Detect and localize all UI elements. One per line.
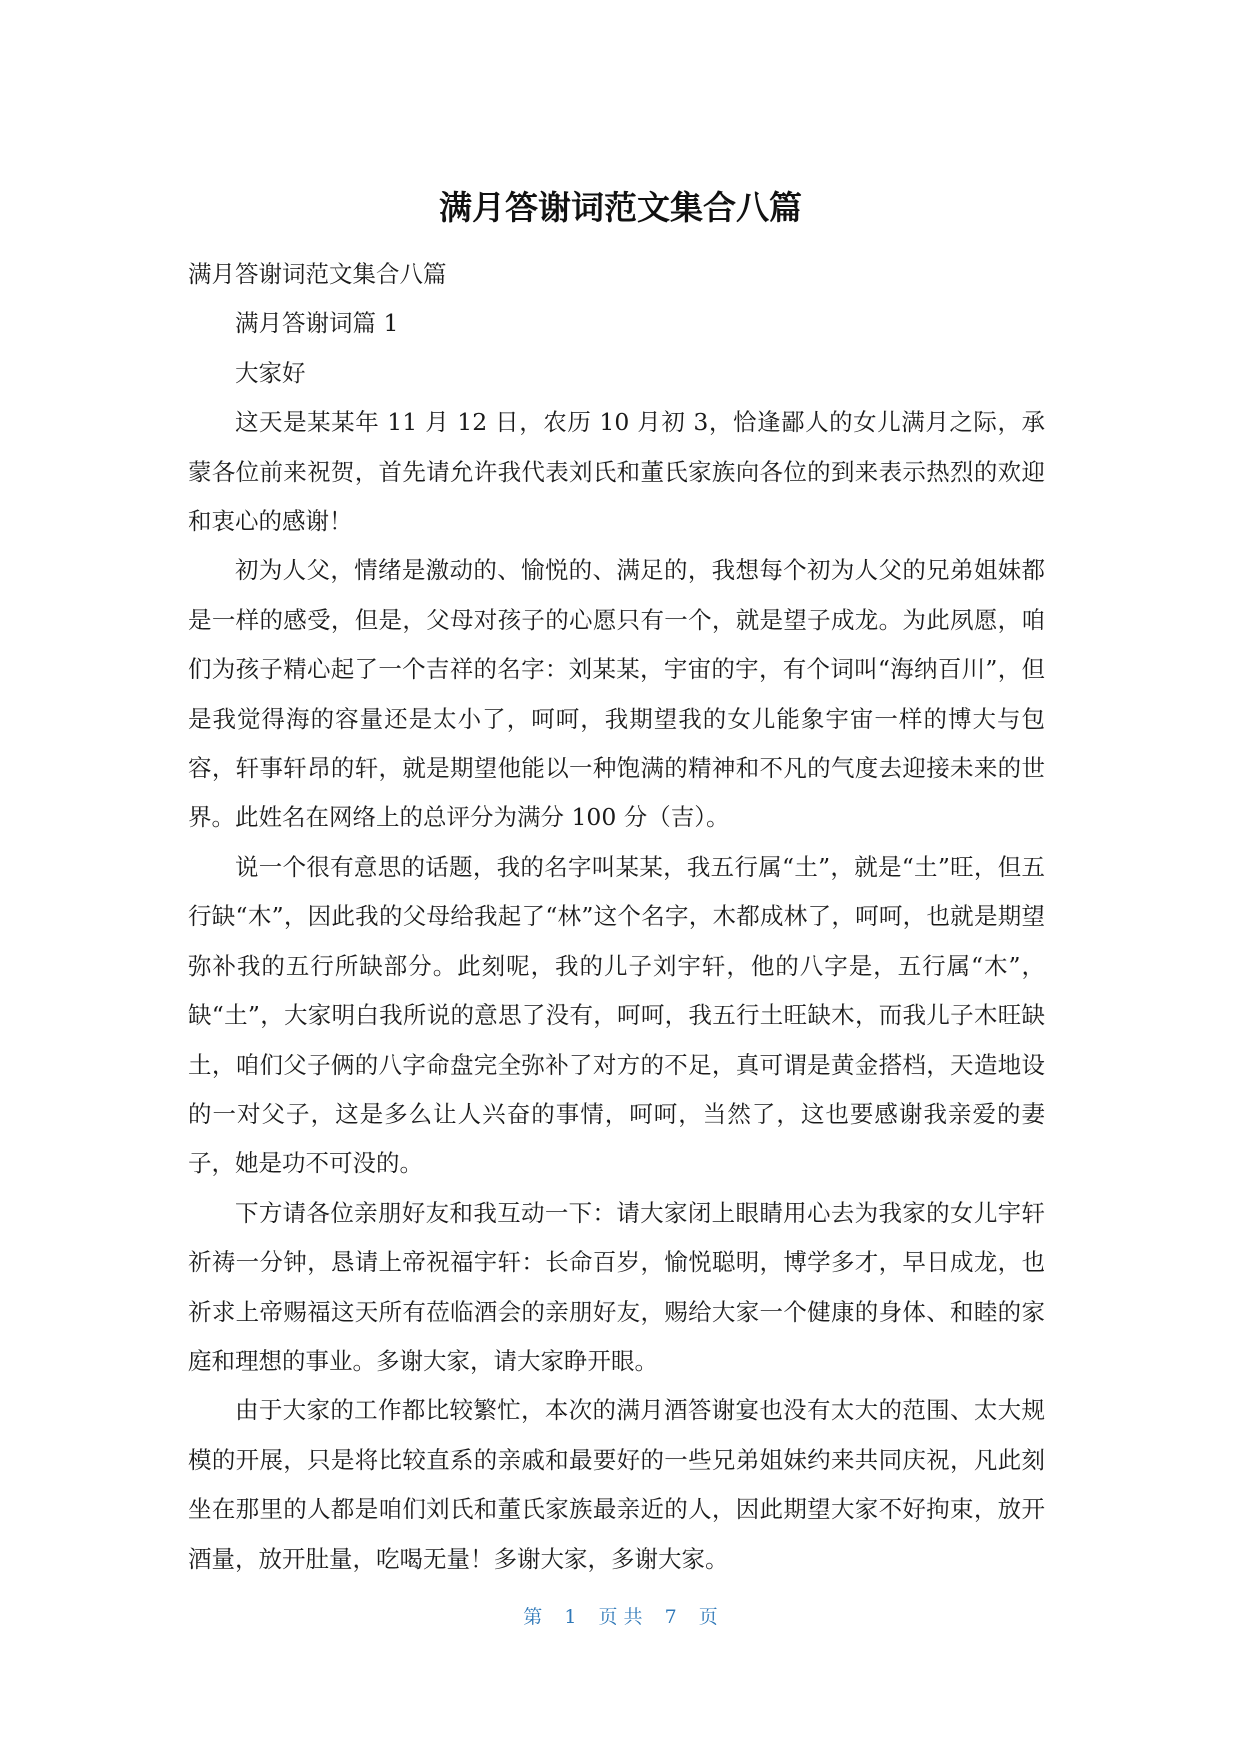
- paragraph-body: 说一个很有意思的话题，我的名字叫某某，我五行属“土”，就是“土”旺，但五行缺“木”，因此我的父母给我起了“林”这个名字，木都成林了，呵呵，也就是期望弥补我的五行所缺部分。此刻呢，我的儿子刘宇轩，他的八字是，五行属“木”，缺“土”，大家明白我所说的意思了没有，呵呵，我五行土旺缺木，而我儿子木旺缺土，咱们父子俩的八字命盘完全弥补了对方的不足，真可谓是黄金搭档，天造地设的一对父子，这是多么让人兴奋的事情，呵呵，当然了，这也要感谢我亲爱的妻子，她是功不可没的。: [188, 852, 1045, 1178]
- footer-suffix: 页: [698, 1606, 718, 1628]
- paragraph-body: 下方请各位亲朋好友和我互动一下：请大家闭上眼睛用心去为我家的女儿宇轩祈祷一分钟，恳请上帝祝福宇轩：长命百岁，愉悦聪明，博学多才，早日成龙，也祈求上帝赐福这天所有莅临酒会的亲朋好友，赐给大家一个健康的身体、和睦的家庭和理想的事业。多谢大家，请大家睁开眼。: [188, 1198, 1045, 1375]
- paragraph-greeting: 大家好: [235, 358, 306, 387]
- paragraph-section-heading: 满月答谢词篇 1: [235, 309, 399, 338]
- footer-prefix: 第: [523, 1606, 543, 1628]
- paragraph-body: 这天是某某年 11 月 12 日，农历 10 月初 3，恰逢鄙人的女儿满月之际，承蒙各位前来祝贺，首先请允许我代表刘氏和董氏家族向各位的到来表示热烈的欢迎和衷心的感谢！: [188, 408, 1045, 536]
- footer-total-pages: 7: [664, 1606, 677, 1628]
- page-footer: [0, 1603, 1241, 1631]
- document-body: [188, 250, 1045, 1584]
- paragraph-subtitle: 满月答谢词范文集合八篇: [188, 260, 447, 288]
- footer-middle: 页 共: [598, 1606, 643, 1628]
- footer-page-number: 1: [564, 1606, 577, 1628]
- paragraph-body: 初为人父，情绪是激动的、愉悦的、满足的，我想每个初为人父的兄弟姐妹都是一样的感受，但是，父母对孩子的心愿只有一个，就是望子成龙。为此夙愿，咱们为孩子精心起了一个吉祥的名字：刘某某，宇宙的宇，有个词叫“海纳百川”，但是我觉得海的容量还是太小了，呵呵，我期望我的女儿能象宇宙一样的博大与包容，轩事轩昂的轩，就是期望他能以一种饱满的精神和不凡的气度去迎接未来的世界。此姓名在网络上的总评分为满分 100 分（吉）。: [188, 556, 1045, 832]
- document-title: 满月答谢词范文集合八篇: [439, 188, 802, 227]
- paragraph-body: 由于大家的工作都比较繁忙，本次的满月酒答谢宴也没有太大的范围、太大规模的开展，只是将比较直系的亲戚和最要好的一些兄弟姐妹约来共同庆祝，凡此刻坐在那里的人都是咱们刘氏和董氏家族最亲近的人，因此期望大家不好拘束，放开酒量，放开肚量，吃喝无量！多谢大家，多谢大家。: [188, 1396, 1045, 1573]
